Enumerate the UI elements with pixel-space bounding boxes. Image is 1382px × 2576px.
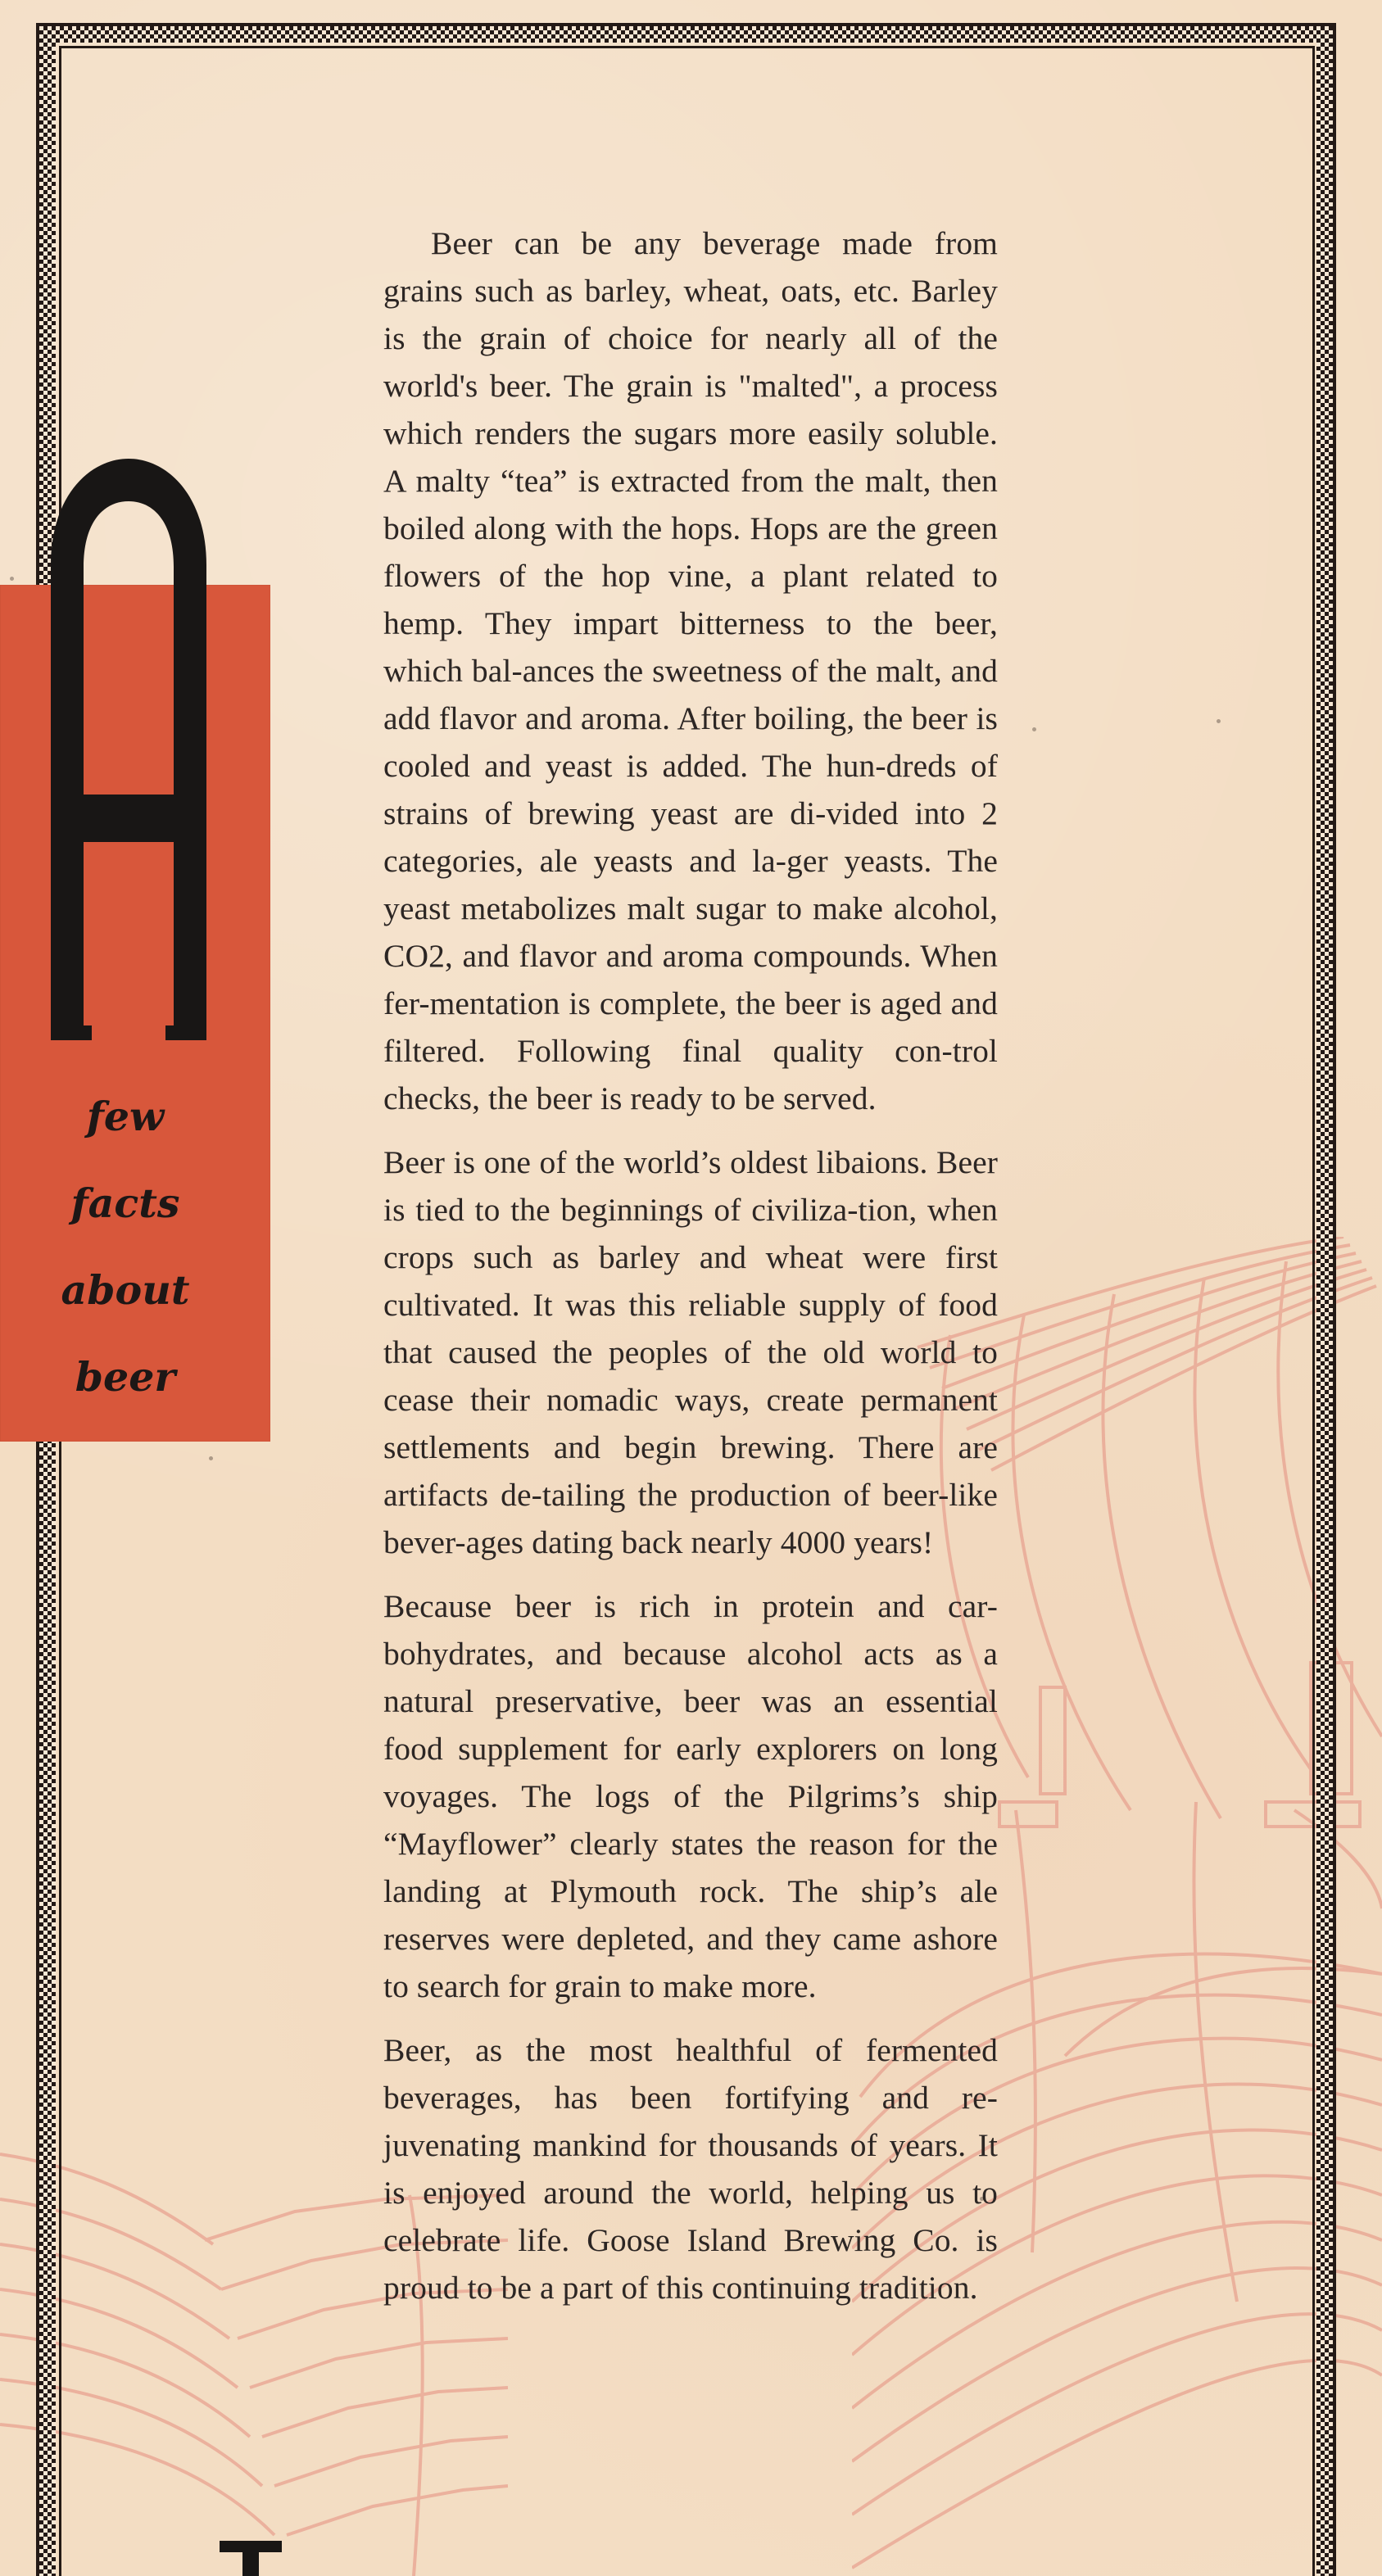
article-paragraph-3: Because beer is rich in protein and car-bohydrates, and because alcohol acts as a natural preservative, beer was an essential food supplement for early explorers on long voyages. The logs of the Pilgrims’s ship “Mayflower” clearly states the reason for the landing at Plymouth rock. The ship’s ale reserves were depleted, and they came ashore to search for grain to make more. (383, 1588, 998, 2004)
checkerboard-border-right (1316, 26, 1333, 2576)
sidebar-word: beer (75, 1353, 176, 1401)
beer-facts-article (383, 220, 998, 2328)
sidebar-caption (0, 1073, 270, 1420)
article-paragraph-2: Beer is one of the world’s oldest libaions. Beer is tied to the beginnings of civiliza-tion, when crops such as barley and wheat were first cultivated. It was this reliable supply of food that caused the peoples of the old world to cease their nomadic ways, create permanent settlements and begin brewing. There are artifacts de-tailing the production of beer-like bever-ages dating back nearly 4000 years! (383, 1144, 998, 1560)
article-paragraph-1: Beer can be any beverage made from grains such as barley, wheat, oats, etc. Barley is the grain of choice for nearly all of the world's beer. The grain is "malted", a process which renders the sugars more easily soluble. A malty “tea” is extracted from the malt, then boiled along with the hops. Hops are the green flowers of the hop vine, a plant related to hemp. They impart bitterness to the beer, which bal-ances the sweetness of the malt, and add flavor and aroma. After boiling, the beer is cooled and yeast is added. The hun-dreds of strains of brewing yeast are di-vided into 2 categories, ale yeasts and la-ger yeasts. The yeast metabolizes malt sugar to make alcohol, CO2, and flavor and aroma compounds. When fer-mentation is complete, the beer is aged and filtered. Following final quality con-trol checks, the beer is ready to be served. (383, 225, 998, 1116)
paper-speck (209, 1456, 213, 1460)
sidebar-word: about (61, 1266, 190, 1314)
sidebar-word: few (86, 1093, 165, 1140)
cropped-letter-icon (220, 2541, 282, 2576)
paper-speck (1217, 719, 1221, 723)
checkerboard-border-top (39, 26, 1333, 43)
drop-cap-letter (51, 459, 206, 1040)
paper-speck (10, 577, 14, 581)
article-paragraph-4: Beer, as the most healthful of fermented beverages, has been fortifying and re-juvenating mankind for thousands of years. It is enjoyed around the world, helping us to celebrate life. Goose Island Brewing Co. is proud to be a part of this continuing tradition. (383, 2032, 998, 2306)
paper-speck (1032, 727, 1036, 731)
sidebar-word: facts (70, 1179, 180, 1227)
paper-speck (980, 2197, 984, 2201)
